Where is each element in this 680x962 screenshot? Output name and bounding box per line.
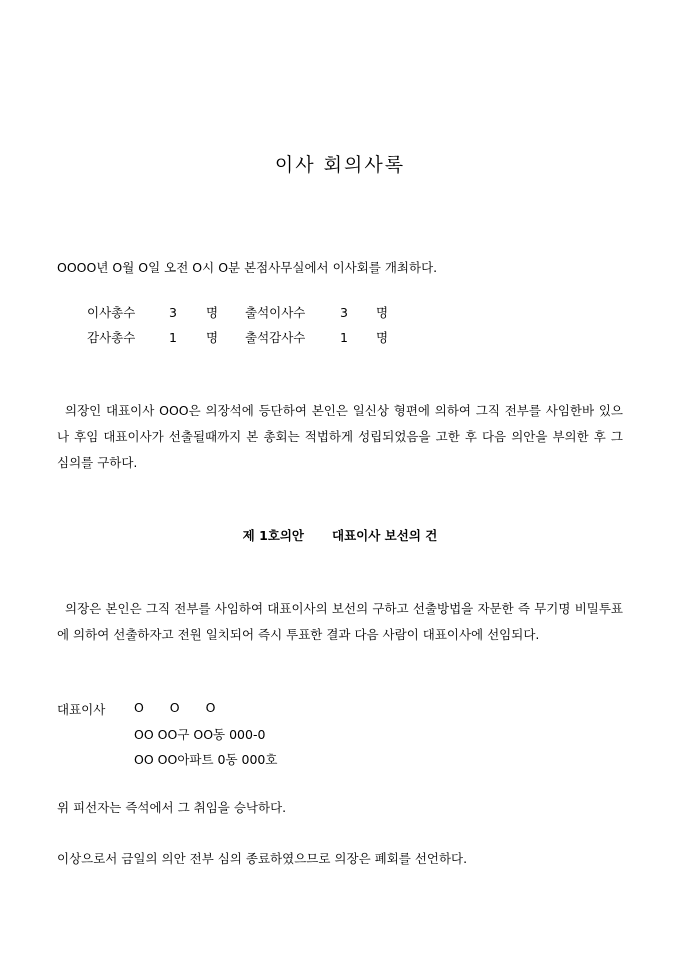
- attendance-count: 1: [169, 330, 177, 345]
- attendance-unit: 명: [206, 330, 219, 345]
- present-label: 출석감사수: [245, 330, 306, 345]
- present-count: 3: [340, 305, 348, 320]
- present-unit: 명: [376, 330, 389, 345]
- agenda-number: 제 1호의안: [242, 528, 305, 543]
- attendance-row-directors: [87, 300, 388, 325]
- agenda-heading: [0, 526, 680, 544]
- attendance-table: [87, 300, 388, 350]
- attendance-count: 3: [169, 305, 177, 320]
- chair-statement: 의장인 대표이사 OOO은 의장석에 등단하여 본인은 일신상 형편에 의하여 그직 전부를 사임한바 있으나 후임 대표이사가 선출될때까지 본 총회는 적법하게 성립되었음을 고한 후 다음 의안을 부의한 후 그 심의를 구하다.: [57, 403, 623, 470]
- attendance-label: 감사총수: [87, 330, 136, 345]
- representative-address-line2: OO OO아파트 0동 000호: [134, 752, 278, 767]
- agenda-subject: 대표이사 보선의 건: [332, 528, 438, 543]
- attendance-row-auditors: [87, 325, 388, 350]
- election-statement: 의장은 본인은 그직 전부를 사임하여 대표이사의 보선의 구하고 선출방법을 자문한 즉 무기명 비밀투표에 의하여 선출하자고 전원 일치되어 즉시 투표한 결과 다음 사람이 대표이사에 선임되다.: [57, 601, 623, 642]
- closing-statement: 이상으로서 금일의 의안 전부 심의 종료하였으므로 의장은 폐회를 선언하다.: [57, 851, 468, 866]
- present-count: 1: [340, 330, 348, 345]
- document-title: 이사 회의사록: [274, 154, 406, 176]
- representative-label: 대표이사: [57, 702, 106, 717]
- present-label: 출석이사수: [245, 305, 306, 320]
- acceptance-statement: 위 피선자는 즉석에서 그 취임을 승낙하다.: [57, 800, 287, 815]
- present-unit: 명: [376, 305, 389, 320]
- attendance-label: 이사총수: [87, 305, 136, 320]
- representative-name: O O O: [134, 700, 227, 715]
- representative-address-line1: OO OO구 OO동 000-0: [134, 727, 266, 742]
- attendance-unit: 명: [206, 305, 219, 320]
- opening-statement: OOOO년 O월 O일 오전 O시 O분 본점사무실에서 이사회를 개최하다.: [57, 260, 438, 275]
